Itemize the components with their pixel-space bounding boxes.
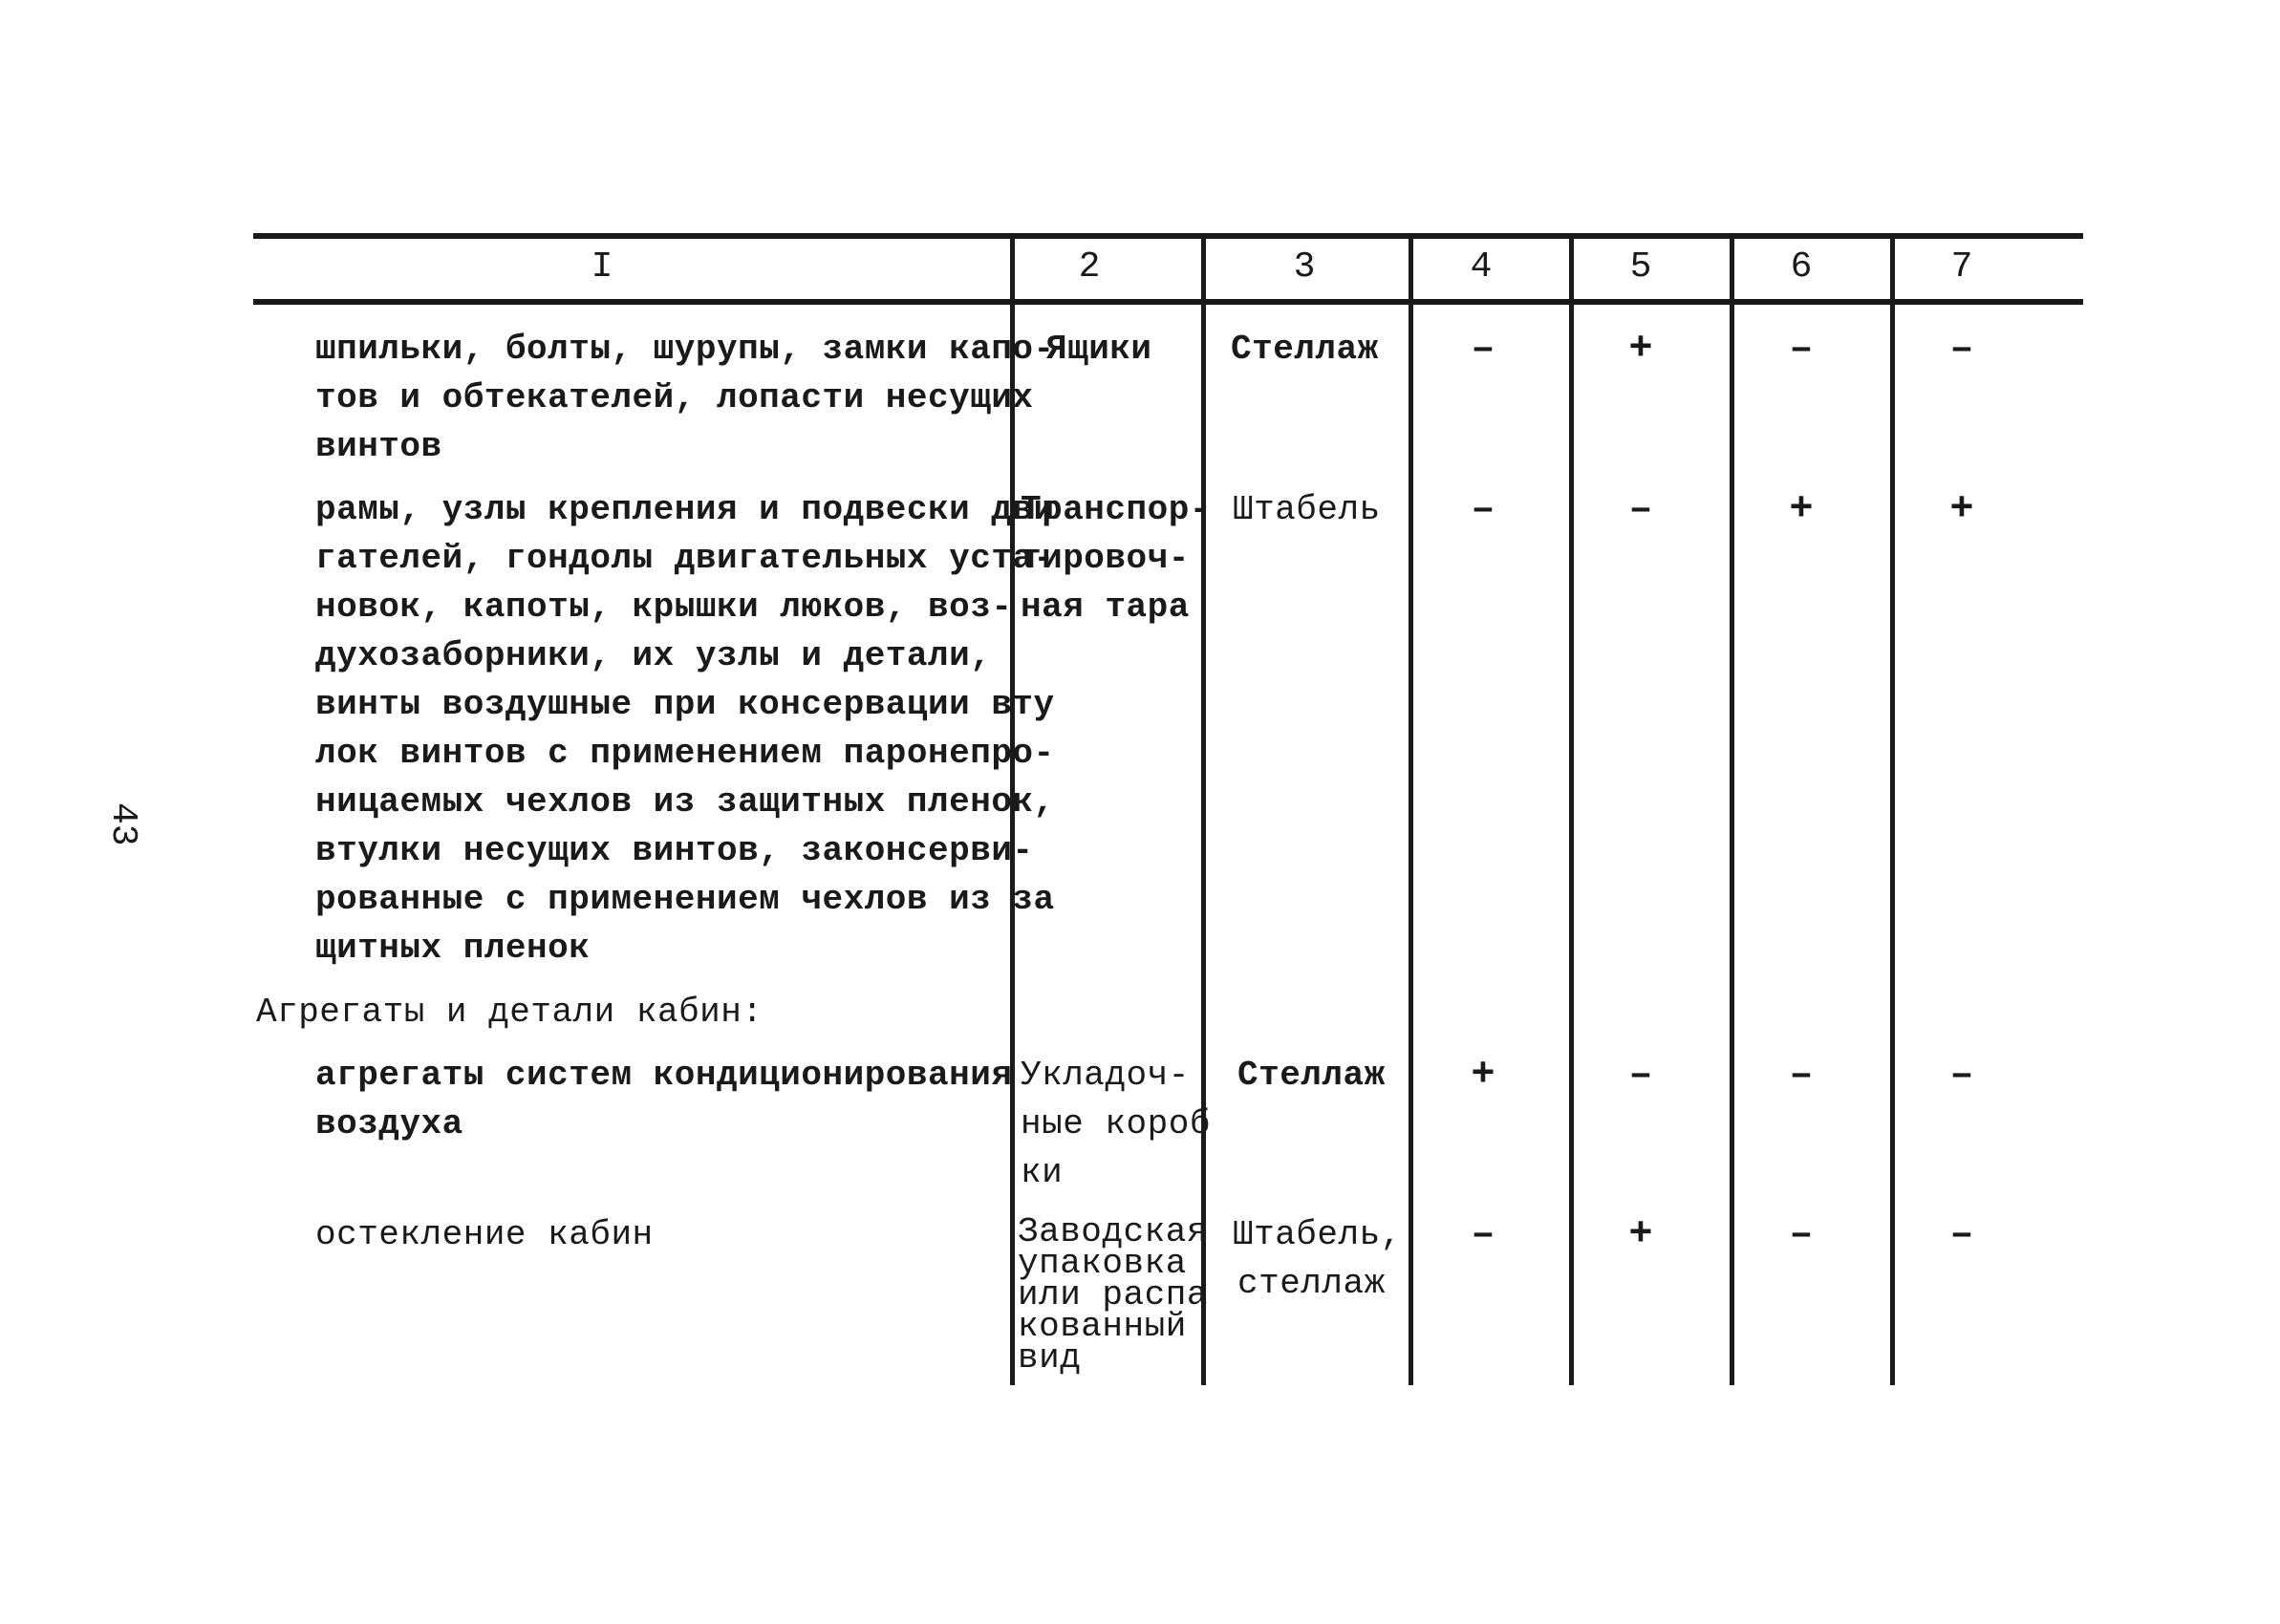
row1-col1-line2: тов и обтекателей, лопасти несущих [315, 378, 1034, 417]
row2-col1-line10: щитных пленок [315, 929, 591, 968]
row4-col2-line3: или распа [1018, 1275, 1208, 1314]
row4-col5-mark: + [1628, 1211, 1653, 1257]
row2-col1-line6: лок винтов с применением паронепро- [315, 734, 1055, 773]
header-col-6: 6 [1790, 246, 1813, 288]
column-divider-5 [1730, 239, 1734, 1385]
row4-col3-line1: Штабель, [1233, 1215, 1402, 1254]
row1-col5-mark: + [1628, 326, 1653, 372]
row2-col1-line7: ницаемых чехлов из защитных пленок, [315, 782, 1055, 822]
section-heading: Агрегаты и детали кабин: [256, 993, 764, 1032]
row3-col2-line3: ки [1021, 1153, 1064, 1192]
row2-col1-line5: винты воздушные при консервации вту [315, 685, 1055, 724]
row3-col3-line1: Стеллаж [1237, 1056, 1386, 1095]
row3-col4-mark: + [1471, 1052, 1495, 1098]
row3-col6-mark: – [1789, 1052, 1814, 1098]
row1-col6-mark: – [1789, 326, 1814, 372]
row2-col4-mark: – [1471, 486, 1495, 532]
row4-col4-mark: – [1471, 1211, 1495, 1257]
row2-col2-line2: тировоч- [1021, 539, 1190, 578]
header-col-7: 7 [1950, 246, 1973, 288]
row2-col1-line8: втулки несущих винтов, законсерви- [315, 831, 1034, 870]
row3-col1-line2: воздуха [315, 1104, 463, 1143]
header-col-5: 5 [1629, 246, 1652, 288]
row2-col1-line9: рованные с применением чехлов из за [315, 880, 1055, 919]
header-bottom-rule [253, 299, 2083, 305]
row2-col3-line1: Штабель [1233, 490, 1381, 529]
row2-col7-mark: + [1949, 486, 1974, 532]
row2-col2-line1: Транспор- [1021, 490, 1211, 529]
row3-col2-line1: Укладоч- [1021, 1056, 1190, 1095]
row4-col3-line2: стеллаж [1237, 1264, 1386, 1303]
row4-col2-line4: кованный [1018, 1307, 1187, 1346]
header-col-2: 2 [1078, 246, 1101, 288]
page-number: 43 [102, 802, 143, 846]
row2-col1-line3: новок, капоты, крышки люков, воз- [315, 588, 1013, 627]
row4-col6-mark: – [1789, 1211, 1814, 1257]
header-col-3: 3 [1293, 246, 1316, 288]
row4-col2-line1: Заводская [1018, 1212, 1208, 1251]
row1-col1-line3: винтов [315, 427, 442, 466]
row3-col7-mark: – [1949, 1052, 1974, 1098]
row4-col7-mark: – [1949, 1211, 1974, 1257]
row4-col2-line2: упаковка [1018, 1244, 1187, 1283]
row1-col2-line1: Ящики [1046, 330, 1152, 369]
column-divider-3 [1409, 239, 1413, 1385]
row2-col1-line4: духозаборники, их узлы и детали, [315, 636, 992, 675]
row3-col5-mark: – [1628, 1052, 1653, 1098]
row1-col3-line1: Стеллаж [1231, 330, 1379, 369]
row1-col1-line1: шпильки, болты, шурупы, замки капо- [315, 330, 1055, 369]
row2-col1-line1: рамы, узлы крепления и подвески дви [315, 490, 1055, 529]
row2-col6-mark: + [1789, 486, 1814, 532]
row2-col1-line2: гателей, гондолы двигательных уста- [315, 539, 1055, 578]
row3-col1-line1: агрегаты систем кондиционирования [315, 1056, 1013, 1095]
row4-col2-line5: вид [1018, 1338, 1082, 1378]
row3-col2-line2: ные короб [1021, 1104, 1211, 1143]
row4-col1-line1: остекление кабин [315, 1215, 654, 1254]
column-divider-4 [1569, 239, 1574, 1385]
row2-col5-mark: – [1628, 486, 1653, 532]
column-divider-6 [1890, 234, 1895, 1385]
row1-col7-mark: – [1949, 326, 1974, 372]
row2-col2-line3: ная тара [1021, 588, 1190, 627]
row1-col4-mark: – [1471, 326, 1495, 372]
table-top-rule [253, 233, 2083, 239]
header-col-1: I [591, 246, 613, 288]
header-col-4: 4 [1470, 246, 1493, 288]
